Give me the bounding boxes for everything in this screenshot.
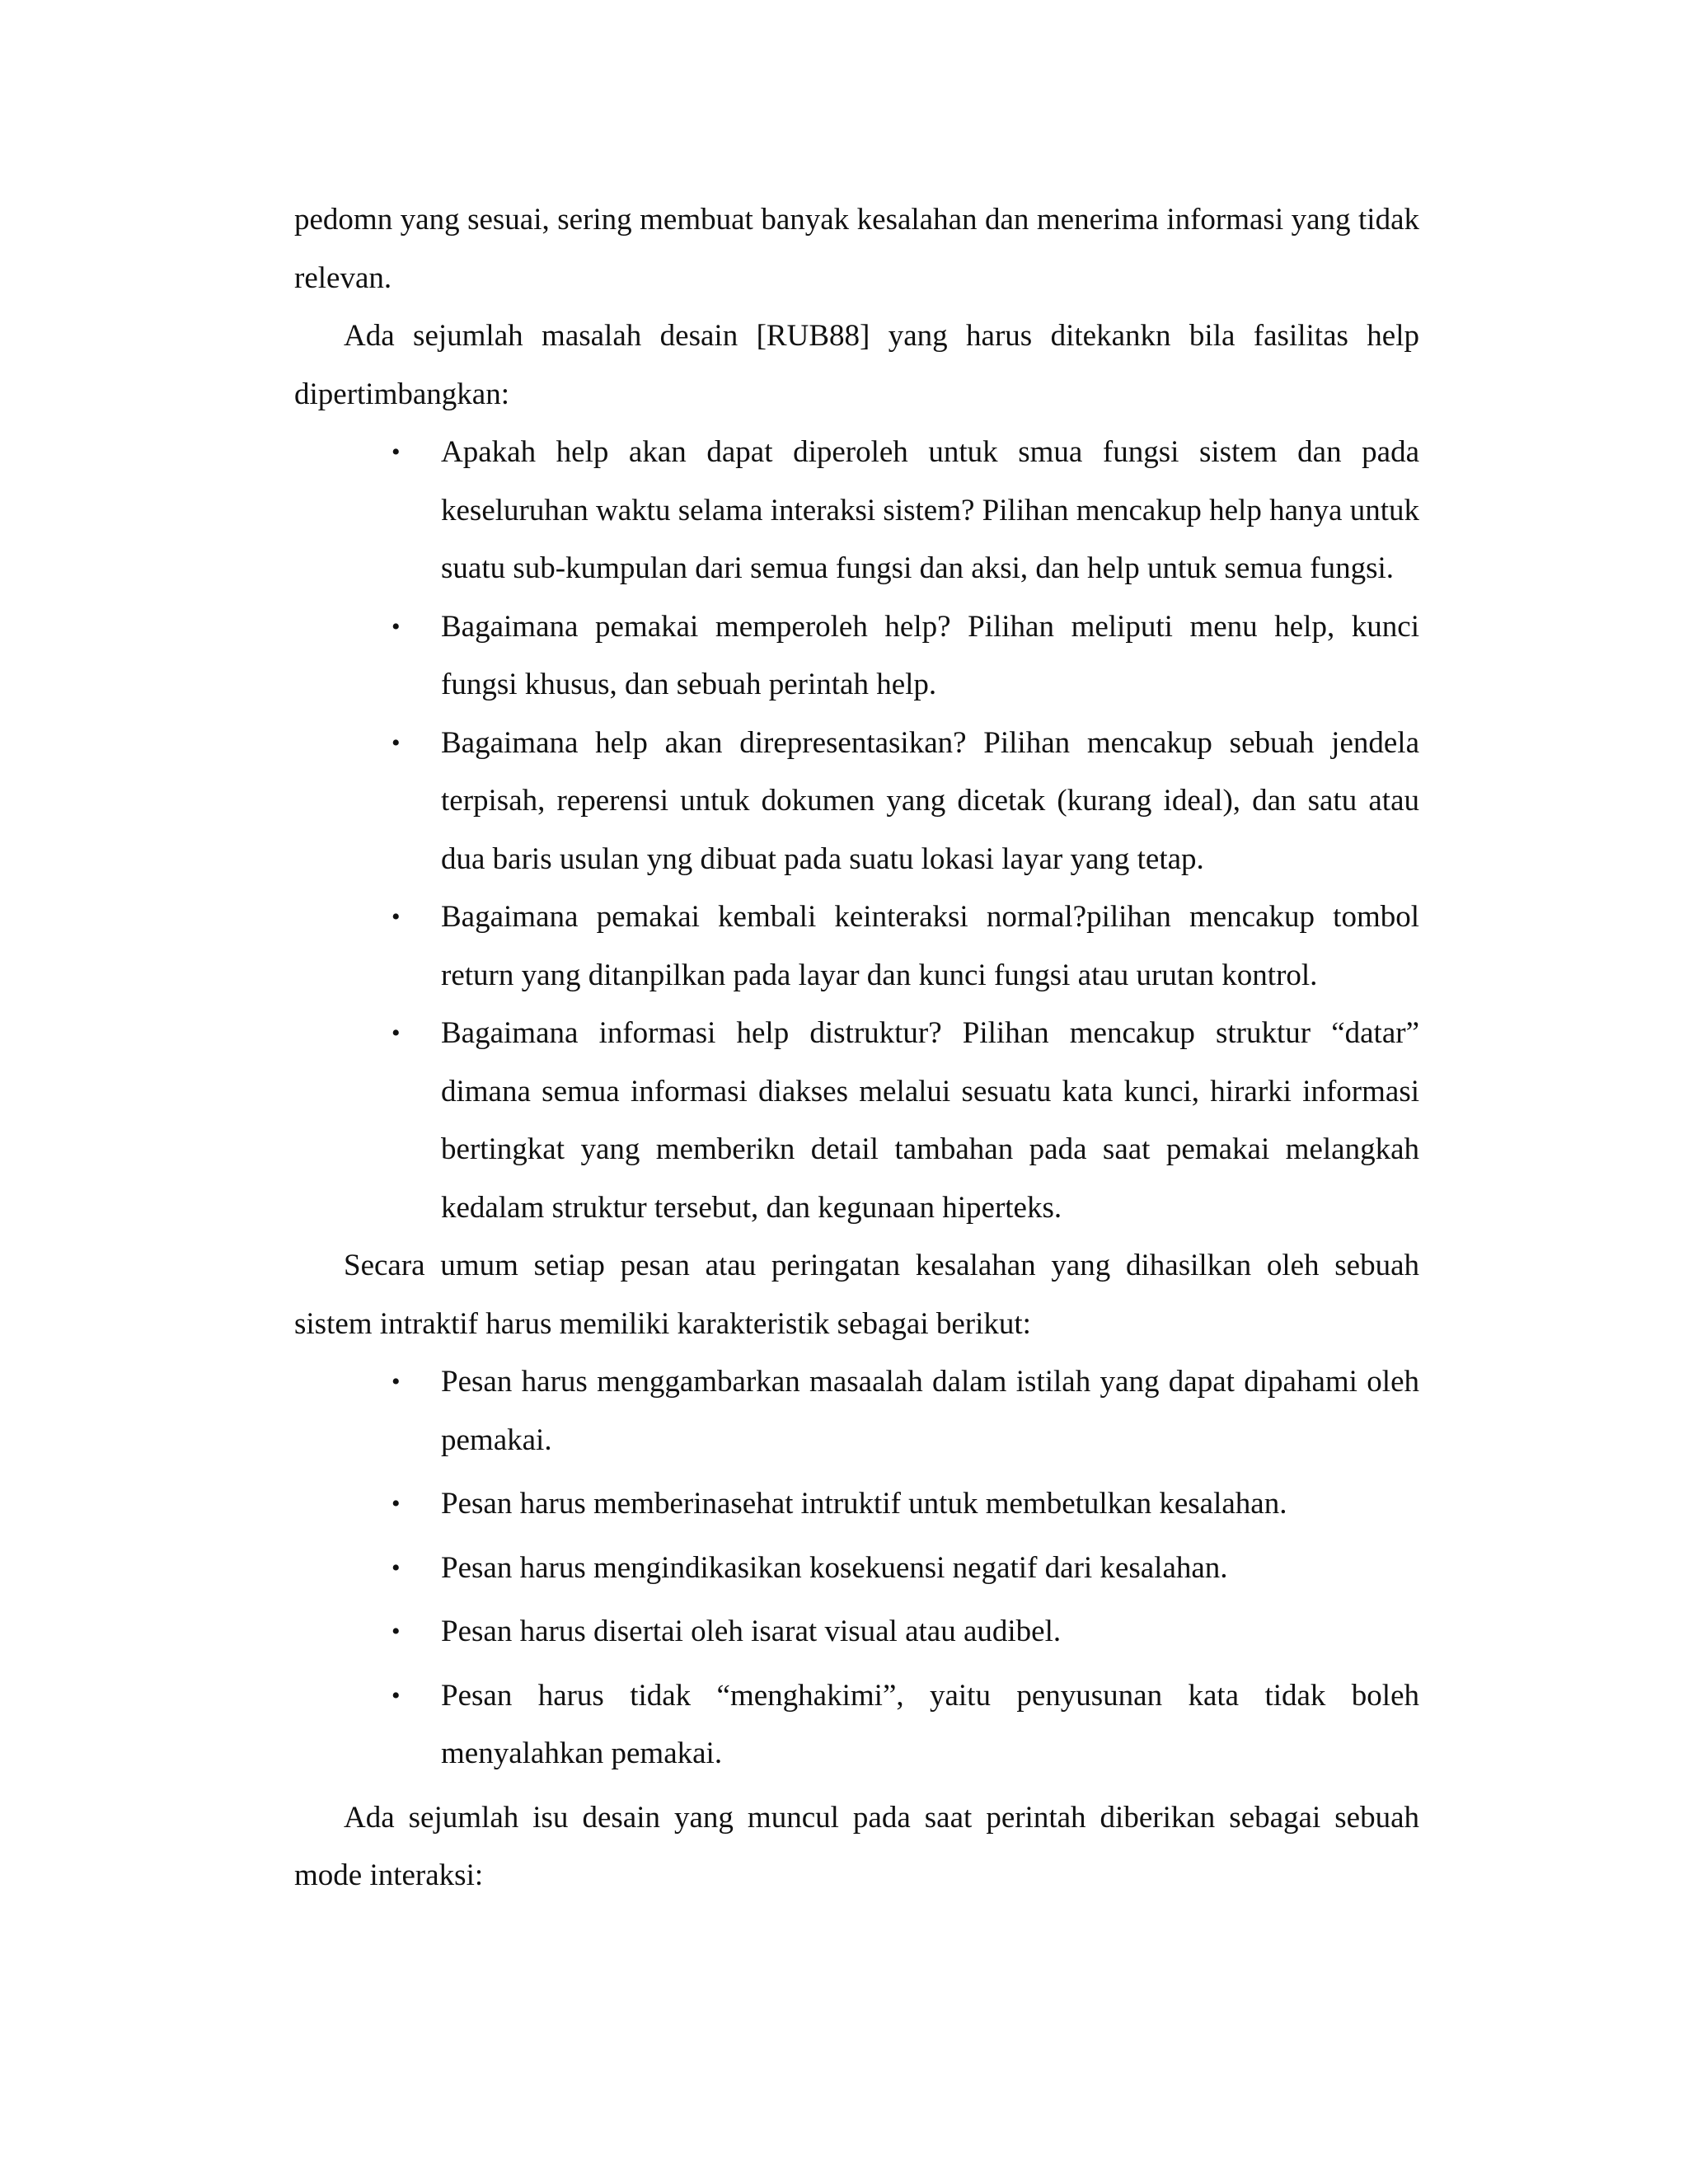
paragraph-error-message-characteristics: Secara umum setiap pesan atau peringatan kesalahan yang dihasilkan oleh sebuah sistem intraktif harus memiliki karakteristik sebagai berikut: (294, 1249, 1419, 1341)
list-item-text: Pesan harus disertai oleh isarat visual atau audibel. (441, 1615, 1062, 1648)
list-item (392, 1603, 1419, 1661)
bullet-icon: • (392, 729, 401, 757)
bullet-icon: • (392, 903, 401, 930)
bullet-icon: • (392, 1019, 401, 1047)
paragraph-intro-continuation: pedomn yang sesuai, sering membuat banyak kesalahan dan menerima informasi yang tidak relevan. (294, 203, 1419, 295)
list-item (392, 1353, 1419, 1469)
list-item-text: Bagaimana pemakai kembali keinteraksi normal?pilihan mencakup tombol return yang ditanpilkan pada layar dan kunci fungsi atau urutan kontrol. (441, 900, 1419, 992)
list-item (392, 1475, 1419, 1534)
bullet-icon: • (392, 612, 401, 640)
paragraph-command-design-issues: Ada sejumlah isu desain yang muncul pada saat perintah diberikan sebagai sebuah mode interaksi: (294, 1800, 1419, 1892)
bullet-icon: • (392, 1681, 401, 1709)
bullet-icon: • (392, 438, 401, 466)
bullet-icon: • (392, 1490, 401, 1517)
list-item-text: Bagaimana informasi help distruktur? Pilihan mencakup struktur “datar” dimana semua informasi diakses melalui sesuatu kata kunci, hirarki informasi bertingkat yang memberikn detail tambahan pada saat pemakai melangkah kedalam struktur tersebut, dan kegunaan hiperteks. (441, 1016, 1419, 1225)
document-page (294, 191, 1419, 1905)
paragraph-help-design-issues: Ada sejumlah masalah desain [RUB88] yang harus ditekankn bila fasilitas help dipertimbangkan: (294, 319, 1419, 411)
bullet-icon: • (392, 1368, 401, 1395)
list-item-text: Pesan harus menggambarkan masaalah dalam istilah yang dapat dipahami oleh pemakai. (441, 1365, 1419, 1457)
list-item-text: Pesan harus tidak “menghakimi”, yaitu penyusunan kata tidak boleh menyalahkan pemakai. (441, 1678, 1419, 1770)
bullet-icon: • (392, 1554, 401, 1582)
list-item (392, 1540, 1419, 1598)
list-item-text: Pesan harus memberinasehat intruktif untuk membetulkan kesalahan. (441, 1487, 1287, 1521)
list-item (392, 1667, 1419, 1783)
list-item (392, 1005, 1419, 1237)
list-item (392, 424, 1419, 598)
list-item (392, 715, 1419, 889)
error-message-traits-list (294, 1353, 1419, 1783)
bullet-icon: • (392, 1618, 401, 1645)
list-item (392, 598, 1419, 715)
list-item-text: Bagaimana pemakai memperoleh help? Pilihan meliputi menu help, kunci fungsi khusus, dan sebuah perintah help. (441, 609, 1419, 701)
list-item-text: Bagaimana help akan direpresentasikan? Pilihan mencakup sebuah jendela terpisah, reperensi untuk dokumen yang dicetak (kurang ideal), dan satu atau dua baris usulan yng dibuat pada suatu lokasi layar yang tetap. (441, 725, 1419, 876)
list-item (392, 888, 1419, 1005)
list-item-text: Apakah help akan dapat diperoleh untuk smua fungsi sistem dan pada keseluruhan waktu selama interaksi sistem? Pilihan mencakup help hanya untuk suatu sub-kumpulan dari semua fungsi dan aksi, dan help untuk semua fungsi. (441, 435, 1419, 585)
list-item-text: Pesan harus mengindikasikan kosekuensi negatif dari kesalahan. (441, 1550, 1228, 1585)
help-issues-list (294, 424, 1419, 1237)
